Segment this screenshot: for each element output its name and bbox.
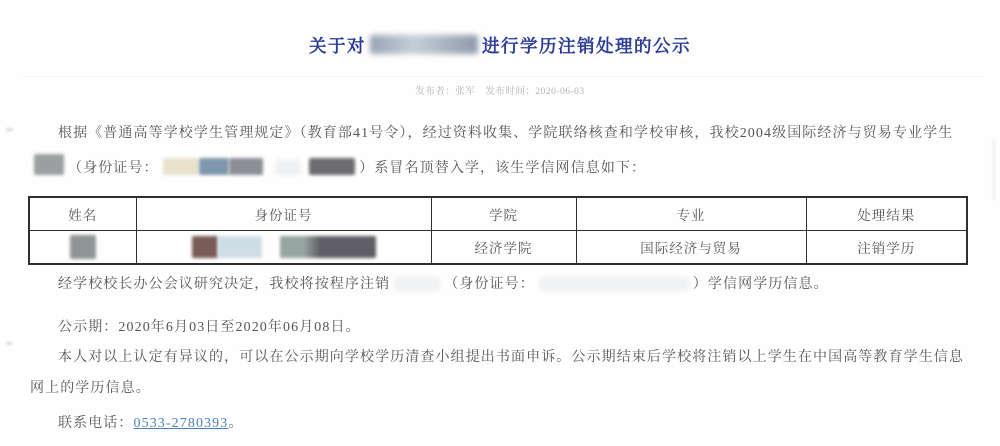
redacted-name-block — [394, 277, 440, 291]
divider — [22, 76, 982, 77]
redacted-id-block — [275, 160, 301, 175]
col-header-name: 姓名 — [29, 197, 136, 231]
scan-artifact — [6, 128, 13, 131]
redacted-name-block — [370, 35, 478, 54]
cell-result: 注销学历 — [806, 231, 967, 265]
redacted-name-cell — [70, 235, 96, 259]
cell-major: 国际经济与贸易 — [576, 231, 806, 265]
contact-paragraph — [30, 406, 970, 441]
redacted-id-block — [539, 277, 689, 291]
table-header-row — [29, 197, 967, 231]
intro-paragraph — [30, 116, 970, 186]
intro-text-2: （身份证号： — [68, 161, 159, 176]
col-header-college: 学院 — [431, 197, 576, 231]
appeal-paragraph: 本人对以上认定有异议的，可以在公示期向学校学历清查小组提出书面申诉。公示期结束后学校将注销以上学生在中国高等教育学生信息网上的学历信息。 — [30, 350, 964, 396]
publish-meta: 发布者：张军 发布时间：2020-06-03 — [415, 87, 585, 97]
redacted-id-cell — [280, 236, 376, 258]
student-info-table — [28, 196, 968, 265]
redacted-student-name — [34, 154, 64, 175]
phone-link[interactable]: 0533-2780393 — [133, 416, 229, 431]
intro-text-1: 根据《普通高等学校学生管理规定》（教育部41号令），经过资料收集、学院联络核查和学校审核，我校2004级国际经济与贸易专业学生 — [58, 126, 954, 141]
decision-text-2: （身份证号： — [444, 277, 535, 292]
decision-text-1: 经学校校长办公会议研究决定，我校将按程序注销 — [58, 277, 391, 292]
scan-artifact — [993, 140, 995, 200]
redacted-id-block — [309, 158, 355, 175]
col-header-major: 专业 — [576, 197, 806, 231]
redacted-id-cell — [218, 236, 262, 258]
page-title — [0, 33, 1000, 58]
redacted-id-block — [163, 158, 199, 175]
decision-paragraph — [30, 267, 970, 302]
redacted-id-block — [229, 158, 263, 175]
redacted-id-cell — [192, 236, 218, 258]
cell-college: 经济学院 — [431, 231, 576, 265]
cell-id — [136, 231, 431, 265]
col-header-result: 处理结果 — [806, 197, 967, 231]
table-row — [29, 231, 967, 265]
cell-name — [29, 231, 136, 265]
intro-text-3: ）系冒名顶替入学，该生学信网信息如下： — [359, 161, 647, 176]
contact-suffix: 。 — [228, 416, 244, 431]
title-suffix: 进行学历注销处理的公示 — [482, 36, 691, 56]
contact-label: 联系电话： — [58, 416, 134, 431]
scan-artifact — [6, 342, 12, 345]
publicity-period: 公示期：2020年6月03日至2020年06月08日。 — [58, 320, 361, 335]
decision-text-3: ）学信网学历信息。 — [692, 277, 829, 292]
redacted-id-block — [199, 158, 229, 175]
col-header-id: 身份证号 — [136, 197, 431, 231]
title-prefix: 关于对 — [309, 36, 366, 56]
